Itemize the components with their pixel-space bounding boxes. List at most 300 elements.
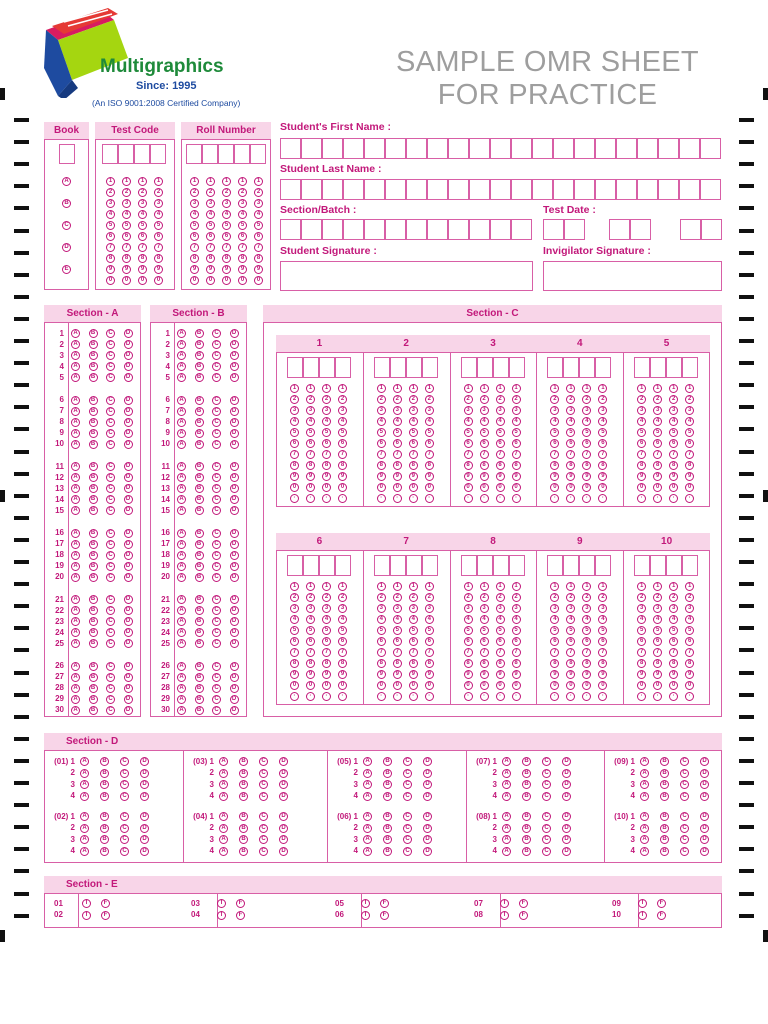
roll-number-bubble[interactable]: 9 [254, 265, 263, 274]
section-c-bubble[interactable]: 7 [464, 450, 473, 459]
section-c-bubble[interactable]: 3 [550, 406, 559, 415]
section-c-bubble[interactable]: 8 [598, 461, 607, 470]
section-a-bubble-d[interactable]: D [124, 440, 133, 449]
book-bubble-e[interactable]: E [62, 265, 71, 274]
section-d-bubble-b[interactable]: B [239, 757, 248, 766]
section-c-bubble[interactable]: 3 [425, 604, 434, 613]
section-d-bubble-b[interactable]: B [383, 769, 392, 778]
section-d-bubble-d[interactable]: D [423, 835, 432, 844]
section-c-bubble[interactable]: 6 [290, 637, 299, 646]
section-a-bubble-d[interactable]: D [124, 673, 133, 682]
section-c-bubble[interactable]: 3 [496, 604, 505, 613]
section-a-bubble-d[interactable]: D [124, 639, 133, 648]
section-d-bubble-c[interactable]: C [542, 757, 551, 766]
section-a-bubble-c[interactable]: C [106, 506, 115, 515]
section-a-bubble-c[interactable]: C [106, 573, 115, 582]
section-c-bubble[interactable]: 4 [393, 615, 402, 624]
section-d-bubble-d[interactable]: D [140, 792, 149, 801]
last-name-cell[interactable] [364, 179, 385, 200]
section-c-bubble[interactable]: 2 [582, 593, 591, 602]
section-c-bubble[interactable]: 7 [685, 450, 694, 459]
section-c-bubble[interactable]: 4 [425, 615, 434, 624]
section-d-bubble-d[interactable]: D [700, 812, 709, 821]
test-code-bubble[interactable]: 7 [122, 243, 131, 252]
section-a-bubble-a[interactable]: A [71, 706, 80, 715]
section-b-bubble-b[interactable]: B [195, 418, 204, 427]
section-c-entry-cell[interactable] [287, 555, 303, 576]
section-c-bubble[interactable]: 5 [637, 626, 646, 635]
test-code-bubble[interactable]: 1 [138, 177, 147, 186]
last-name-cell[interactable] [322, 179, 343, 200]
section-e-bubble-t[interactable]: T [82, 899, 91, 908]
section-c-bubble[interactable]: 8 [377, 461, 386, 470]
section-a-bubble-d[interactable]: D [124, 562, 133, 571]
section-c-bubble[interactable]: 1 [685, 384, 694, 393]
section-a-bubble-b[interactable]: B [89, 562, 98, 571]
section-d-bubble-d[interactable]: D [700, 847, 709, 856]
section-c-bubble[interactable]: 5 [425, 428, 434, 437]
section-a-bubble-c[interactable]: C [106, 684, 115, 693]
section-d-bubble-a[interactable]: A [502, 780, 511, 789]
section-a-bubble-c[interactable]: C [106, 628, 115, 637]
section-c-bubble[interactable]: 1 [550, 582, 559, 591]
section-d-bubble-b[interactable]: B [660, 769, 669, 778]
section-c-bubble[interactable]: 9 [566, 670, 575, 679]
section-c-bubble[interactable]: 3 [550, 604, 559, 613]
section-a-bubble-c[interactable]: C [106, 396, 115, 405]
section-d-bubble-c[interactable]: C [259, 835, 268, 844]
section-b-bubble-d[interactable]: D [230, 506, 239, 515]
section-c-bubble[interactable]: 1 [685, 582, 694, 591]
section-d-bubble-b[interactable]: B [660, 847, 669, 856]
section-c-bubble[interactable]: 8 [425, 659, 434, 668]
section-e-bubble-t[interactable]: T [217, 899, 226, 908]
section-c-bubble[interactable]: 6 [322, 637, 331, 646]
section-d-bubble-b[interactable]: B [239, 780, 248, 789]
section-c-bubble[interactable]: 4 [338, 615, 347, 624]
test-code-cell[interactable] [118, 144, 134, 164]
section-d-bubble-a[interactable]: A [219, 757, 228, 766]
section-a-bubble-c[interactable]: C [106, 351, 115, 360]
section-d-bubble-c[interactable]: C [542, 824, 551, 833]
section-c-bubble[interactable]: 8 [550, 461, 559, 470]
roll-number-bubble[interactable]: 7 [222, 243, 231, 252]
section-a-bubble-a[interactable]: A [71, 462, 80, 471]
test-code-bubble[interactable]: 5 [138, 221, 147, 230]
section-c-bubble[interactable]: 6 [377, 637, 386, 646]
section-c-bubble[interactable]: 0 [550, 681, 559, 690]
section-a-bubble-b[interactable]: B [89, 373, 98, 382]
section-c-bubble[interactable]: 0 [393, 681, 402, 690]
section-c-bubble[interactable]: 3 [377, 406, 386, 415]
section-c-bubble[interactable]: 1 [338, 582, 347, 591]
test-date-cell[interactable] [630, 219, 651, 240]
test-code-bubble[interactable]: 4 [138, 210, 147, 219]
section-d-bubble-d[interactable]: D [562, 757, 571, 766]
last-name-cell[interactable] [301, 179, 322, 200]
section-d-bubble-c[interactable]: C [259, 792, 268, 801]
section-d-bubble-b[interactable]: B [383, 824, 392, 833]
section-d-bubble-b[interactable]: B [100, 757, 109, 766]
section-c-bubble[interactable]: 6 [512, 439, 521, 448]
section-c-bubble[interactable]: 9 [653, 472, 662, 481]
test-code-bubble[interactable]: 9 [154, 265, 163, 274]
section-c-entry-cell[interactable] [682, 555, 698, 576]
section-c-bubble[interactable]: 0 [338, 483, 347, 492]
section-d-bubble-d[interactable]: D [279, 835, 288, 844]
test-code-bubble[interactable]: 5 [122, 221, 131, 230]
section-c-entry-cell[interactable] [422, 555, 438, 576]
section-c-bubble[interactable]: 0 [425, 483, 434, 492]
last-name-cell[interactable] [469, 179, 490, 200]
section-c-bubble[interactable]: 2 [598, 395, 607, 404]
last-name-cell[interactable] [490, 179, 511, 200]
section-d-bubble-b[interactable]: B [100, 824, 109, 833]
section-c-bubble[interactable]: 0 [582, 483, 591, 492]
section-b-bubble-c[interactable]: C [212, 407, 221, 416]
section-a-bubble-d[interactable]: D [124, 429, 133, 438]
section-b-bubble-c[interactable]: C [212, 706, 221, 715]
section-b-bubble-d[interactable]: D [230, 418, 239, 427]
section-e-bubble-t[interactable]: T [500, 899, 509, 908]
test-code-bubble[interactable]: 8 [122, 254, 131, 263]
test-date-cell[interactable] [609, 219, 630, 240]
section-b-bubble-a[interactable]: A [177, 396, 186, 405]
section-d-bubble-d[interactable]: D [140, 824, 149, 833]
section-b-bubble-c[interactable]: C [212, 429, 221, 438]
section-c-bubble[interactable]: 2 [306, 593, 315, 602]
section-c-bubble[interactable]: 8 [393, 659, 402, 668]
section-c-bubble[interactable]: 0 [637, 681, 646, 690]
test-date-cell[interactable] [680, 219, 701, 240]
roll-number-bubble[interactable]: 2 [206, 188, 215, 197]
test-code-bubble[interactable]: 2 [106, 188, 115, 197]
section-a-bubble-c[interactable]: C [106, 562, 115, 571]
section-c-bubble[interactable]: 8 [685, 461, 694, 470]
section-d-bubble-d[interactable]: D [423, 780, 432, 789]
section-c-bubble[interactable]: 1 [582, 582, 591, 591]
section-d-bubble-b[interactable]: B [100, 835, 109, 844]
section-a-bubble-b[interactable]: B [89, 484, 98, 493]
section-c-bubble[interactable]: 1 [566, 384, 575, 393]
section-c-bubble[interactable]: 4 [306, 615, 315, 624]
section-c-bubble[interactable]: 6 [550, 637, 559, 646]
section-c-bubble[interactable]: 2 [637, 593, 646, 602]
section-b-bubble-a[interactable]: A [177, 540, 186, 549]
section-c-bubble[interactable]: 6 [598, 637, 607, 646]
section-b-bubble-c[interactable]: C [212, 473, 221, 482]
section-c-bubble[interactable]: 8 [480, 461, 489, 470]
last-name-cell[interactable] [637, 179, 658, 200]
section-c-bubble[interactable]: 2 [637, 395, 646, 404]
section-c-bubble[interactable]: 9 [377, 670, 386, 679]
section-c-bubble[interactable]: · [338, 494, 347, 503]
last-name-cell[interactable] [448, 179, 469, 200]
section-c-bubble[interactable]: 7 [598, 450, 607, 459]
section-c-bubble[interactable]: 2 [496, 395, 505, 404]
section-c-bubble[interactable]: 0 [653, 681, 662, 690]
test-code-bubble[interactable]: 8 [154, 254, 163, 263]
section-b-bubble-a[interactable]: A [177, 595, 186, 604]
section-d-bubble-b[interactable]: B [383, 757, 392, 766]
section-c-bubble[interactable]: 6 [637, 637, 646, 646]
section-c-bubble[interactable]: · [550, 494, 559, 503]
section-d-bubble-c[interactable]: C [680, 757, 689, 766]
section-b-bubble-d[interactable]: D [230, 706, 239, 715]
section-b-bubble-a[interactable]: A [177, 662, 186, 671]
section-b-bubble-c[interactable]: C [212, 540, 221, 549]
roll-number-bubble[interactable]: 3 [254, 199, 263, 208]
section-c-bubble[interactable]: 7 [377, 450, 386, 459]
section-batch-cell[interactable] [490, 219, 511, 240]
section-c-entry-cell[interactable] [335, 357, 351, 378]
section-b-bubble-a[interactable]: A [177, 562, 186, 571]
section-c-bubble[interactable]: 4 [685, 417, 694, 426]
section-d-bubble-c[interactable]: C [680, 792, 689, 801]
section-c-bubble[interactable]: 7 [496, 450, 505, 459]
section-d-bubble-a[interactable]: A [363, 835, 372, 844]
section-c-bubble[interactable]: 1 [598, 582, 607, 591]
section-c-bubble[interactable]: 9 [409, 472, 418, 481]
section-b-bubble-a[interactable]: A [177, 473, 186, 482]
roll-number-bubble[interactable]: 4 [222, 210, 231, 219]
last-name-cell[interactable] [532, 179, 553, 200]
section-a-bubble-a[interactable]: A [71, 562, 80, 571]
section-b-bubble-b[interactable]: B [195, 362, 204, 371]
section-c-bubble[interactable]: 7 [290, 648, 299, 657]
section-b-bubble-c[interactable]: C [212, 551, 221, 560]
first-name-cell[interactable] [301, 138, 322, 159]
section-d-bubble-c[interactable]: C [120, 847, 129, 856]
section-c-bubble[interactable]: 6 [653, 637, 662, 646]
section-c-bubble[interactable]: 6 [512, 637, 521, 646]
section-d-bubble-a[interactable]: A [80, 847, 89, 856]
section-c-bubble[interactable]: 2 [338, 395, 347, 404]
section-c-bubble[interactable]: 7 [480, 450, 489, 459]
section-d-bubble-b[interactable]: B [522, 835, 531, 844]
roll-number-bubble[interactable]: 6 [190, 232, 199, 241]
section-c-bubble[interactable]: 4 [496, 417, 505, 426]
section-c-bubble[interactable]: 6 [550, 439, 559, 448]
section-c-bubble[interactable]: 0 [306, 483, 315, 492]
section-d-bubble-d[interactable]: D [423, 757, 432, 766]
section-c-bubble[interactable]: 1 [566, 582, 575, 591]
section-c-bubble[interactable]: 3 [685, 604, 694, 613]
section-c-bubble[interactable]: 3 [669, 406, 678, 415]
section-c-bubble[interactable]: 9 [290, 472, 299, 481]
section-c-bubble[interactable]: · [582, 692, 591, 701]
section-e-bubble-t[interactable]: T [82, 911, 91, 920]
section-d-bubble-b[interactable]: B [239, 812, 248, 821]
section-c-bubble[interactable]: 2 [464, 593, 473, 602]
section-c-bubble[interactable]: · [322, 692, 331, 701]
section-c-bubble[interactable]: · [669, 692, 678, 701]
section-d-bubble-b[interactable]: B [100, 780, 109, 789]
section-d-bubble-c[interactable]: C [680, 780, 689, 789]
section-c-bubble[interactable]: 0 [480, 681, 489, 690]
section-d-bubble-c[interactable]: C [120, 757, 129, 766]
section-c-bubble[interactable]: 6 [425, 439, 434, 448]
test-code-bubble[interactable]: 3 [106, 199, 115, 208]
test-code-cell[interactable] [134, 144, 150, 164]
section-d-bubble-a[interactable]: A [219, 824, 228, 833]
section-b-bubble-d[interactable]: D [230, 529, 239, 538]
section-b-bubble-b[interactable]: B [195, 606, 204, 615]
section-d-bubble-a[interactable]: A [502, 824, 511, 833]
section-b-bubble-d[interactable]: D [230, 351, 239, 360]
section-b-bubble-b[interactable]: B [195, 396, 204, 405]
section-c-bubble[interactable]: 1 [464, 582, 473, 591]
section-c-bubble[interactable]: 8 [637, 659, 646, 668]
section-c-bubble[interactable]: 9 [637, 472, 646, 481]
section-c-bubble[interactable]: 3 [322, 604, 331, 613]
section-c-entry-cell[interactable] [547, 555, 563, 576]
section-a-bubble-b[interactable]: B [89, 462, 98, 471]
section-c-bubble[interactable]: 1 [512, 582, 521, 591]
section-c-entry-cell[interactable] [650, 357, 666, 378]
section-c-bubble[interactable]: 4 [669, 615, 678, 624]
section-c-bubble[interactable]: 2 [566, 395, 575, 404]
section-c-bubble[interactable]: · [598, 494, 607, 503]
section-a-bubble-b[interactable]: B [89, 684, 98, 693]
section-c-bubble[interactable]: 9 [322, 670, 331, 679]
roll-number-bubble[interactable]: 1 [190, 177, 199, 186]
section-c-bubble[interactable]: 1 [393, 582, 402, 591]
section-c-entry-cell[interactable] [493, 555, 509, 576]
section-a-bubble-d[interactable]: D [124, 573, 133, 582]
section-c-bubble[interactable]: 7 [409, 648, 418, 657]
section-d-bubble-a[interactable]: A [640, 835, 649, 844]
section-c-bubble[interactable]: 7 [480, 648, 489, 657]
test-code-bubble[interactable]: 3 [138, 199, 147, 208]
section-c-bubble[interactable]: 5 [582, 428, 591, 437]
section-d-bubble-a[interactable]: A [80, 769, 89, 778]
section-c-bubble[interactable]: · [425, 692, 434, 701]
section-c-bubble[interactable]: 3 [290, 604, 299, 613]
section-d-bubble-b[interactable]: B [239, 835, 248, 844]
roll-number-cell[interactable] [250, 144, 266, 164]
section-c-bubble[interactable]: 4 [512, 417, 521, 426]
first-name-cell[interactable] [658, 138, 679, 159]
section-c-bubble[interactable]: 8 [685, 659, 694, 668]
section-d-bubble-d[interactable]: D [279, 757, 288, 766]
section-c-bubble[interactable]: 6 [338, 439, 347, 448]
section-e-bubble-f[interactable]: F [657, 899, 666, 908]
section-b-bubble-d[interactable]: D [230, 551, 239, 560]
section-a-bubble-d[interactable]: D [124, 495, 133, 504]
section-e-bubble-f[interactable]: F [380, 899, 389, 908]
section-c-bubble[interactable]: 1 [290, 384, 299, 393]
section-b-bubble-d[interactable]: D [230, 673, 239, 682]
section-c-entry-cell[interactable] [579, 357, 595, 378]
roll-number-bubble[interactable]: 8 [190, 254, 199, 263]
section-c-bubble[interactable]: 2 [409, 593, 418, 602]
section-c-bubble[interactable]: 8 [496, 461, 505, 470]
section-c-entry-cell[interactable] [374, 555, 390, 576]
section-c-bubble[interactable]: 5 [480, 428, 489, 437]
section-a-bubble-b[interactable]: B [89, 329, 98, 338]
section-c-entry-cell[interactable] [682, 357, 698, 378]
section-c-bubble[interactable]: · [637, 692, 646, 701]
section-d-bubble-c[interactable]: C [120, 812, 129, 821]
section-a-bubble-c[interactable]: C [106, 362, 115, 371]
section-c-bubble[interactable]: 5 [409, 626, 418, 635]
section-c-bubble[interactable]: 2 [653, 593, 662, 602]
section-d-bubble-c[interactable]: C [120, 780, 129, 789]
section-c-bubble[interactable]: 1 [322, 582, 331, 591]
section-b-bubble-c[interactable]: C [212, 628, 221, 637]
section-c-bubble[interactable]: 9 [377, 472, 386, 481]
last-name-cell[interactable] [679, 179, 700, 200]
section-c-bubble[interactable]: 4 [653, 417, 662, 426]
section-c-bubble[interactable]: 2 [464, 395, 473, 404]
section-c-entry-cell[interactable] [563, 555, 579, 576]
section-a-bubble-a[interactable]: A [71, 662, 80, 671]
roll-number-bubble[interactable]: 6 [206, 232, 215, 241]
section-d-bubble-b[interactable]: B [383, 780, 392, 789]
first-name-cell[interactable] [574, 138, 595, 159]
section-c-bubble[interactable]: 2 [685, 395, 694, 404]
section-c-bubble[interactable]: 5 [480, 626, 489, 635]
section-c-bubble[interactable]: 3 [409, 406, 418, 415]
section-c-bubble[interactable]: 6 [637, 439, 646, 448]
section-c-bubble[interactable]: 8 [550, 659, 559, 668]
section-a-bubble-d[interactable]: D [124, 506, 133, 515]
test-code-bubble[interactable]: 8 [138, 254, 147, 263]
section-c-bubble[interactable]: 8 [496, 659, 505, 668]
section-c-bubble[interactable]: 1 [653, 384, 662, 393]
section-c-bubble[interactable]: · [393, 494, 402, 503]
last-name-cell[interactable] [553, 179, 574, 200]
section-c-entry-cell[interactable] [406, 555, 422, 576]
section-c-bubble[interactable]: 1 [425, 384, 434, 393]
book-bubble-c[interactable]: C [62, 221, 71, 230]
section-c-bubble[interactable]: 6 [306, 439, 315, 448]
section-c-bubble[interactable]: 7 [637, 648, 646, 657]
section-c-bubble[interactable]: 4 [566, 417, 575, 426]
section-c-bubble[interactable]: · [322, 494, 331, 503]
section-c-bubble[interactable]: 7 [338, 450, 347, 459]
first-name-cell[interactable] [553, 138, 574, 159]
section-c-bubble[interactable]: 1 [480, 384, 489, 393]
section-b-bubble-b[interactable]: B [195, 617, 204, 626]
section-c-bubble[interactable]: 6 [685, 439, 694, 448]
section-a-bubble-d[interactable]: D [124, 695, 133, 704]
section-c-bubble[interactable]: 2 [338, 593, 347, 602]
section-c-bubble[interactable]: 6 [566, 439, 575, 448]
section-c-bubble[interactable]: 0 [306, 681, 315, 690]
section-c-bubble[interactable]: 0 [582, 681, 591, 690]
section-batch-cell[interactable] [448, 219, 469, 240]
section-d-bubble-c[interactable]: C [120, 792, 129, 801]
section-c-bubble[interactable]: 8 [393, 461, 402, 470]
section-b-bubble-a[interactable]: A [177, 440, 186, 449]
section-c-bubble[interactable]: · [637, 494, 646, 503]
section-a-bubble-d[interactable]: D [124, 595, 133, 604]
section-a-bubble-a[interactable]: A [71, 362, 80, 371]
section-d-bubble-c[interactable]: C [259, 847, 268, 856]
section-c-entry-cell[interactable] [287, 357, 303, 378]
section-b-bubble-b[interactable]: B [195, 373, 204, 382]
section-c-bubble[interactable]: 4 [377, 417, 386, 426]
section-d-bubble-d[interactable]: D [562, 780, 571, 789]
section-c-bubble[interactable]: · [566, 494, 575, 503]
section-c-bubble[interactable]: · [306, 692, 315, 701]
section-batch-cell[interactable] [364, 219, 385, 240]
section-batch-cell[interactable] [406, 219, 427, 240]
section-c-bubble[interactable]: 4 [393, 417, 402, 426]
section-c-bubble[interactable]: 7 [306, 648, 315, 657]
